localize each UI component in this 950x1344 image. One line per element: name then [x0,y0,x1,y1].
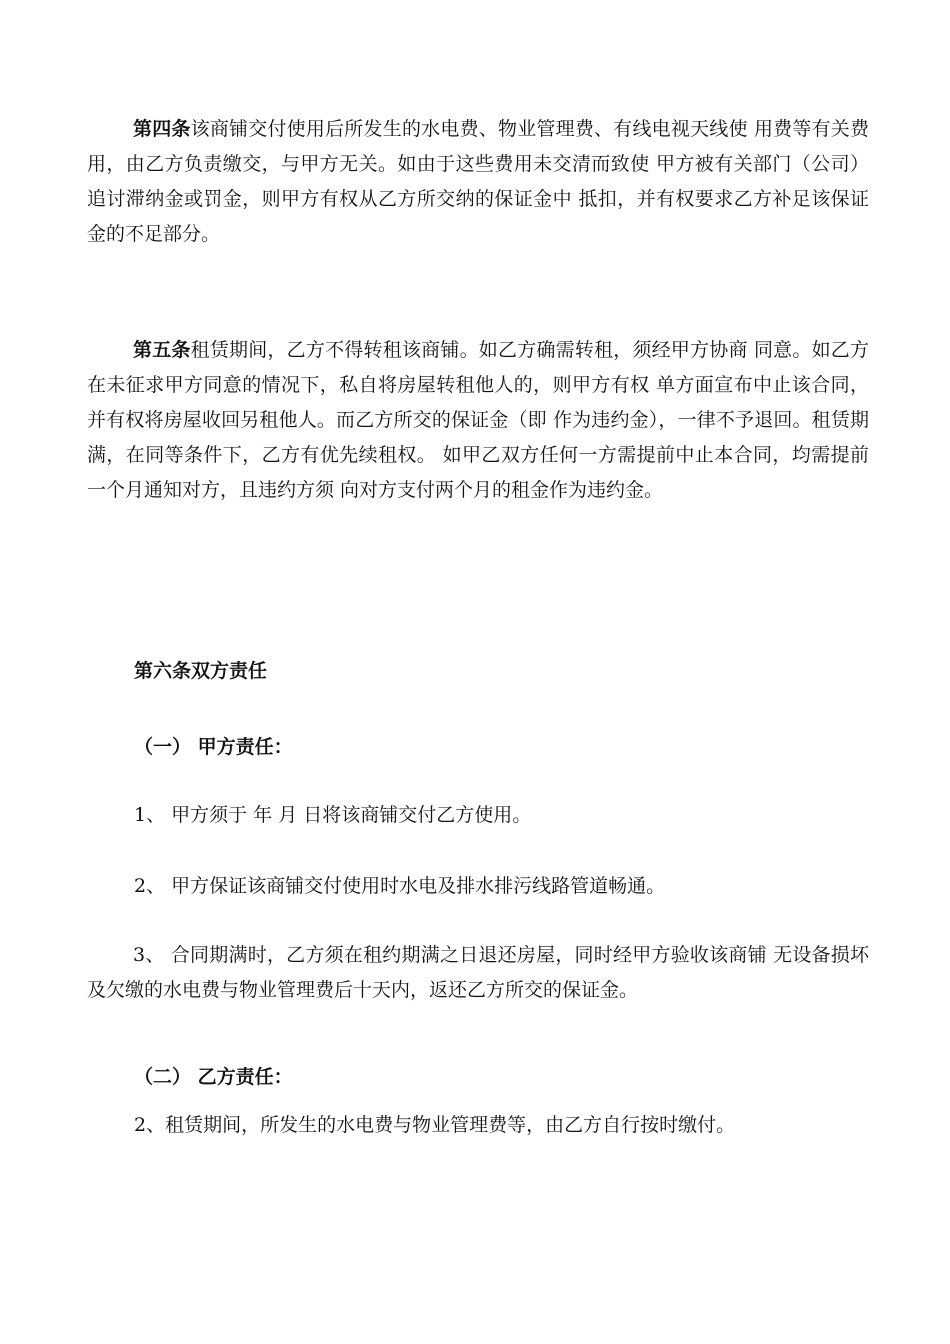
party-b-item-2: 2、租赁期间，所发生的水电费与物业管理费等，由乙方自行按时缴付。 [134,1114,736,1136]
party-a-item-1: 1、 甲方须于 年 月 日将该商铺交付乙方使用。 [134,804,532,826]
party-a-item-3: 3、 合同期满时，乙方须在租约期满之日退还房屋，同时经甲方验收该商铺 无设备损坏及欠缴的水电费与物业管理费后十天内，返还乙方所交的保证金。 [87,944,869,1001]
party-a-heading: （一） 甲方责任： [134,736,293,758]
party-a-item-3-block [87,938,869,1008]
article-5 [87,333,869,508]
article-4 [87,112,869,252]
party-a-item-2: 2、 甲方保证该商铺交付使用时水电及排水排污线路管道畅通。 [134,875,666,897]
party-b-heading: （二） 乙方责任： [134,1066,293,1088]
article-5-paragraph [87,333,869,508]
article-4-heading: 第四条 [133,118,191,140]
article-4-body: 该商铺交付使用后所发生的水电费、物业管理费、有线电视天线使 用费等有关费用，由乙方负责缴交，与甲方无关。如由于这些费用未交清而致使 甲方被有关部门（公司）追讨滞纳金或罚金，则甲方有权从乙方所交纳的保证金中 抵扣，并有权要求乙方补足该保证金的不足部分。 [87,118,869,245]
article-6-heading: 第六条双方责任 [134,660,268,682]
article-5-body: 租赁期间，乙方不得转租该商铺。如乙方确需转租，须经甲方协商 同意。如乙方在未征求甲方同意的情况下，私自将房屋转租他人的，则甲方有权 单方面宣布中止该合同，并有权将房屋收回另租他人。而乙方所交的保证金（即 作为违约金），一律不予退回。租赁期满，在同等条件下，乙方有优先续租权。 如甲乙双方任何一方需提前中止本合同，均需提前一个月通知对方，且违约方须 向对方支付两个月的租金作为违约金。 [87,339,869,501]
article-5-heading: 第五条 [133,339,191,361]
article-4-paragraph [87,112,869,252]
